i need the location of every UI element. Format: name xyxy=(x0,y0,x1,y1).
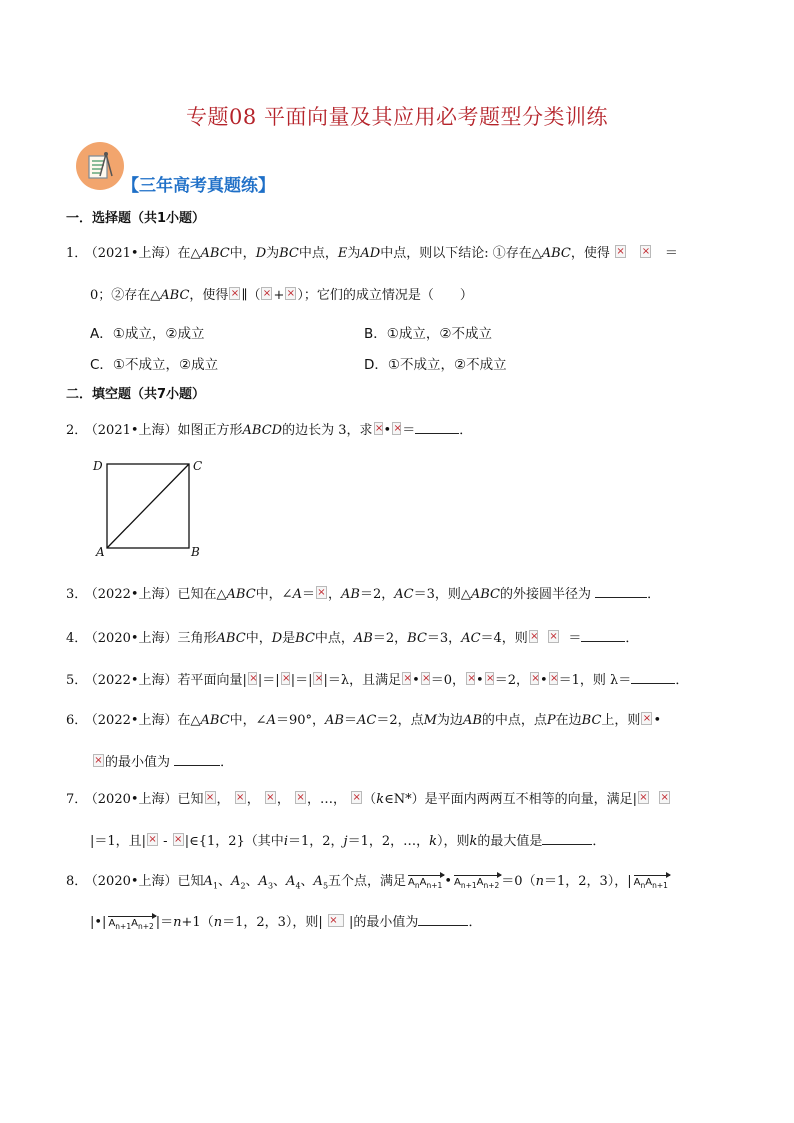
vector-an-an1: $A_nA_{n+1}$ xyxy=(632,873,670,892)
label-a: A xyxy=(96,545,105,559)
question-5: 5． （2022•上海）若平面向量|× |＝|× |＝|× |＝λ，且满足× •× ＝0，× •× ＝2，× •× ＝1，则 λ＝ ． xyxy=(66,671,688,690)
question-2: 2． （2021•上海）如图正方形ABCD的边长为 3，求× •× ＝ ． xyxy=(66,421,472,440)
answer-blank[interactable] xyxy=(542,832,592,845)
label-d: D xyxy=(93,459,103,473)
vector-an1-an2: $A_{n+1}A_{n+2}$ xyxy=(452,873,501,892)
vector-image xyxy=(549,672,558,685)
answer-blank[interactable] xyxy=(595,585,647,598)
option-a[interactable]: A．①成立，②成立 xyxy=(90,326,205,342)
answer-blank[interactable] xyxy=(415,421,459,434)
vector-image xyxy=(374,422,383,435)
vector-image xyxy=(392,422,401,435)
vector-image xyxy=(640,245,651,258)
vector-image xyxy=(147,833,158,846)
answer-blank[interactable] xyxy=(631,671,675,684)
vector-image xyxy=(529,630,538,643)
vector-image xyxy=(173,833,184,846)
heading-choice: 一．选择题（共1小题） xyxy=(66,211,206,226)
answer-blank[interactable] xyxy=(581,629,625,642)
vector-image xyxy=(248,672,257,685)
vector-image xyxy=(466,672,475,685)
vector-image xyxy=(402,672,411,685)
page-title: 专题08 平面向量及其应用必考题型分类训练 xyxy=(186,105,608,129)
vector-image xyxy=(205,791,216,804)
vector-image xyxy=(313,672,322,685)
vector-image xyxy=(281,672,290,685)
vector-an1-an2: $A_{n+1}A_{n+2}$ xyxy=(106,914,155,933)
question-7-line-1: 7． （2020•上海）已知× ， × ， × ， × ，…， × （k∈N*）是平面内两两互不相等的向量，满足|× × xyxy=(66,791,671,809)
question-7-line-2: |＝1，且|× - × |∈{1，2}（其中i＝1，2，j＝1，2，…，k），则k的最大值是 ． xyxy=(90,832,605,851)
vector-image xyxy=(638,791,649,804)
question-8-line-1: 8． （2020•上海）已知$A_1$、$A_2$、$A_3$、$A_4$、$A_5$五个点，满足 $A_nA_{n+1}$ • $A_{n+1}A_{n+2} =0(n=1$，2，3），| $A_nA_{n+1}$ xyxy=(66,874,668,891)
vector-image xyxy=(615,245,626,258)
answer-blank[interactable] xyxy=(418,913,468,926)
answer-blank[interactable] xyxy=(174,753,220,766)
vector-image xyxy=(285,287,296,300)
vector-image xyxy=(328,914,344,927)
label-b: B xyxy=(191,545,200,559)
question-6-line-1: 6． （2022•上海）在△ABC中，∠A＝90°，AB＝AC＝2，点M为边AB的中点，点P在边BC上，则× • xyxy=(66,712,661,730)
section-label: 【三年高考真题练】 xyxy=(122,176,275,196)
vector-image xyxy=(659,791,670,804)
vector-image xyxy=(295,791,306,804)
vector-image xyxy=(485,672,494,685)
vector-image xyxy=(235,791,246,804)
vector-image xyxy=(548,630,559,643)
square-figure xyxy=(90,456,210,561)
option-b[interactable]: B．①成立，②不成立 xyxy=(364,326,492,342)
vector-image xyxy=(351,791,362,804)
question-8-line-2: |•| $A_{n+1}A_{n+2}$ |＝n+1（n＝1，2，3），则| × |的最小值为 ． xyxy=(90,913,481,933)
question-1-line-1: 1． （2021•上海）在△ABC中，D为BC中点，E为AD中点，则以下结论: ①存在△ABC，使得 × × ＝ xyxy=(66,245,678,263)
heading-fill: 二．填空题（共7小题） xyxy=(66,387,206,402)
question-1-line-2: 0；②存在△ABC，使得× ∥（× +× ）；它们的成立情况是（ ） xyxy=(90,287,473,305)
vector-image xyxy=(421,672,430,685)
worksheet-icon xyxy=(76,142,124,190)
option-d[interactable]: D．①不成立，②不成立 xyxy=(364,357,507,373)
vector-image xyxy=(641,712,652,725)
vector-image xyxy=(229,287,240,300)
vector-image xyxy=(93,754,104,767)
angle-image xyxy=(316,586,327,599)
question-6-line-2: ×的最小值为 ． xyxy=(92,753,233,772)
question-3: 3． （2022•上海）已知在△ABC中，∠A＝× ，AB＝2，AC＝3，则△ABC的外接圆半径为 ． xyxy=(66,585,660,604)
vector-image xyxy=(265,791,276,804)
vector-image xyxy=(261,287,272,300)
vector-image xyxy=(530,672,539,685)
label-c: C xyxy=(193,459,203,473)
option-c[interactable]: C．①不成立，②成立 xyxy=(90,357,219,373)
question-4: 4． （2020•上海）三角形ABC中，D是BC中点，AB＝2，BC＝3，AC＝4，则× × ＝ ． xyxy=(66,629,638,648)
vector-an-an1: $A_nA_{n+1}$ xyxy=(406,873,444,892)
